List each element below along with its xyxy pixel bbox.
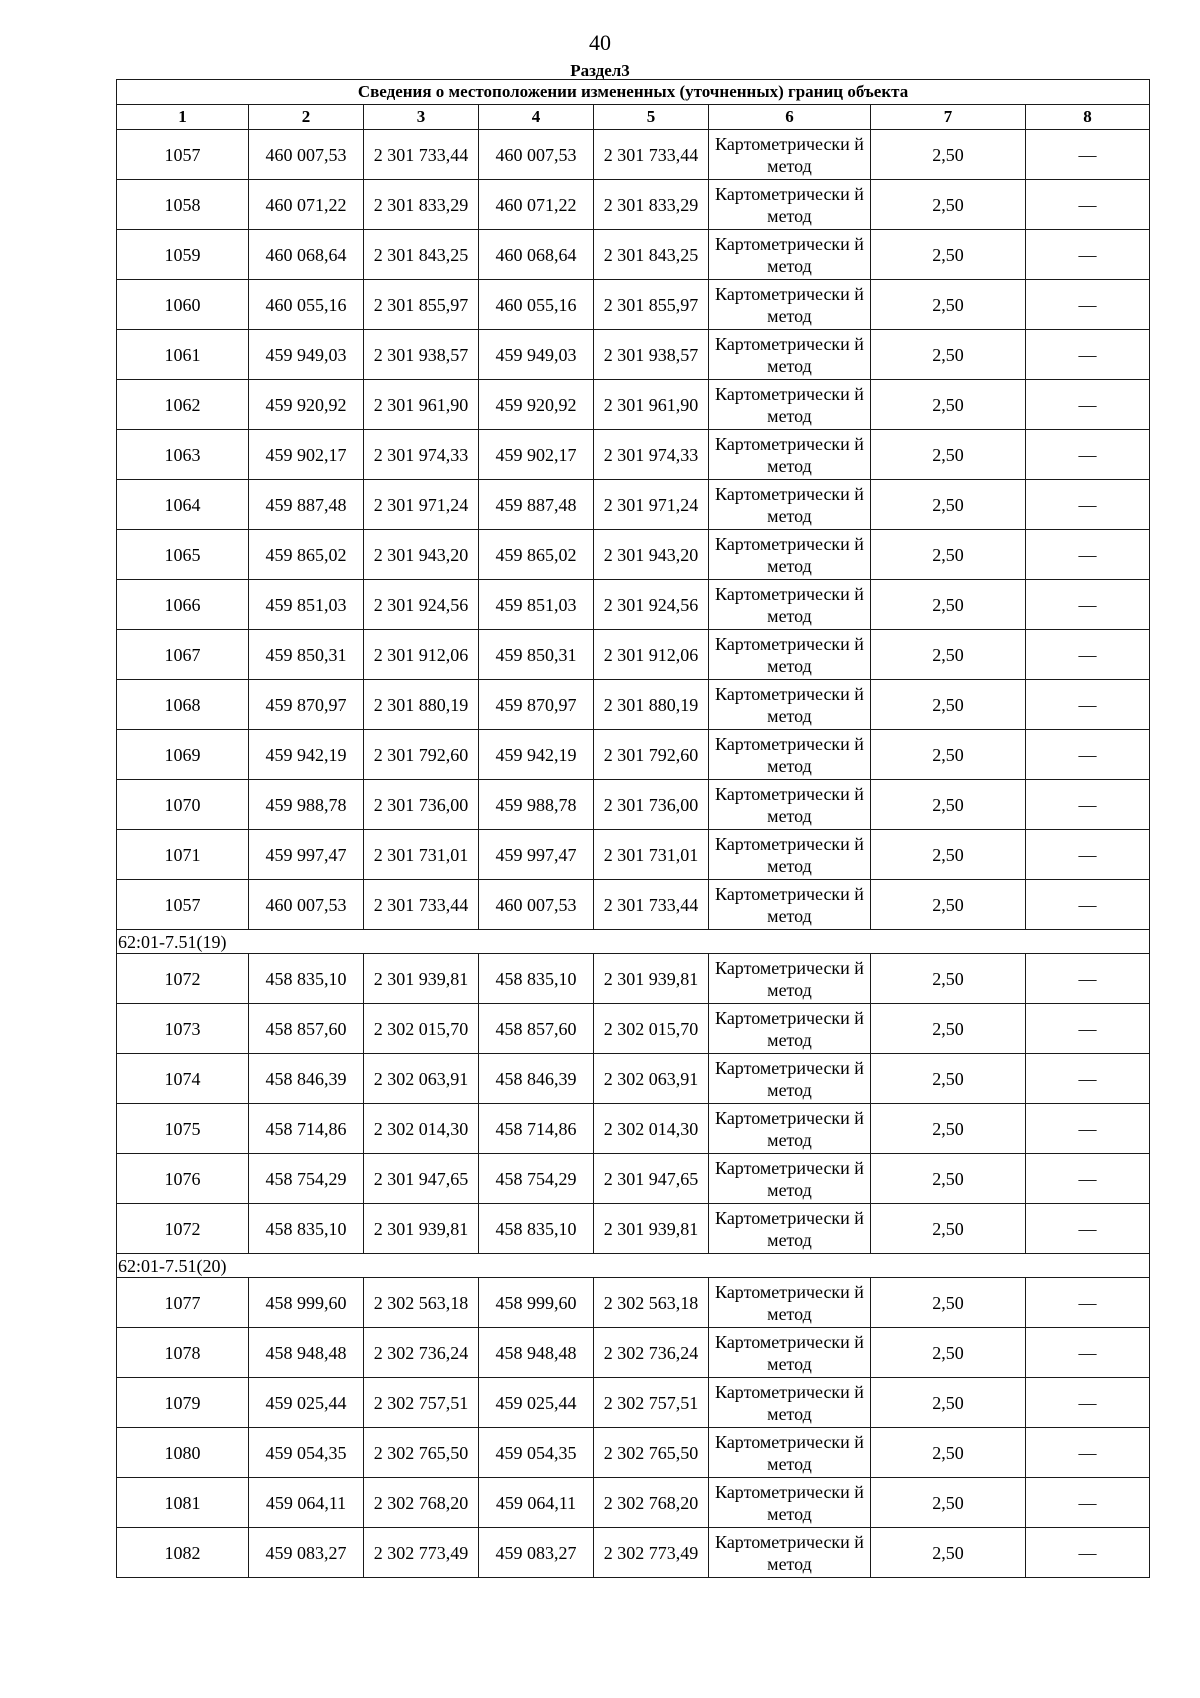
table-row	[117, 130, 1150, 180]
determination-method: Картометрически й метод	[709, 580, 871, 630]
page-number: 40	[589, 30, 611, 55]
y-coordinate: 2 301 939,81	[364, 1204, 479, 1254]
table-row	[117, 630, 1150, 680]
point-number: 1062	[117, 380, 249, 430]
column-number: 4	[479, 105, 594, 130]
table-row	[117, 830, 1150, 880]
note-cell: —	[1026, 680, 1150, 730]
x-coordinate: 459 083,27	[249, 1528, 364, 1578]
note-cell: —	[1026, 1004, 1150, 1054]
y-coordinate: 2 301 912,06	[594, 630, 709, 680]
note-cell: —	[1026, 1104, 1150, 1154]
note-cell: —	[1026, 1204, 1150, 1254]
table-row	[117, 1154, 1150, 1204]
accuracy-value: 2,50	[871, 1378, 1026, 1428]
y-coordinate: 2 302 757,51	[364, 1378, 479, 1428]
y-coordinate: 2 301 938,57	[594, 330, 709, 380]
x-coordinate: 459 025,44	[249, 1378, 364, 1428]
y-coordinate: 2 302 765,50	[594, 1428, 709, 1478]
table-row	[117, 280, 1150, 330]
y-coordinate: 2 302 765,50	[364, 1428, 479, 1478]
x-coordinate: 459 054,35	[249, 1428, 364, 1478]
point-number: 1064	[117, 480, 249, 530]
x-coordinate: 459 851,03	[479, 580, 594, 630]
note-cell: —	[1026, 230, 1150, 280]
note-cell: —	[1026, 430, 1150, 480]
determination-method: Картометрически й метод	[709, 780, 871, 830]
y-coordinate: 2 301 792,60	[594, 730, 709, 780]
determination-method: Картометрически й метод	[709, 130, 871, 180]
point-number: 1071	[117, 830, 249, 880]
determination-method: Картометрически й метод	[709, 430, 871, 480]
y-coordinate: 2 301 924,56	[594, 580, 709, 630]
y-coordinate: 2 301 974,33	[594, 430, 709, 480]
column-number: 1	[117, 105, 249, 130]
accuracy-value: 2,50	[871, 730, 1026, 780]
point-number: 1076	[117, 1154, 249, 1204]
point-number: 1058	[117, 180, 249, 230]
x-coordinate: 459 997,47	[249, 830, 364, 880]
accuracy-value: 2,50	[871, 954, 1026, 1004]
table-row	[117, 430, 1150, 480]
determination-method: Картометрически й метод	[709, 1378, 871, 1428]
x-coordinate: 458 714,86	[479, 1104, 594, 1154]
column-number: 2	[249, 105, 364, 130]
x-coordinate: 458 948,48	[479, 1328, 594, 1378]
accuracy-value: 2,50	[871, 380, 1026, 430]
parcel-group-row	[117, 1254, 1150, 1278]
table-row	[117, 780, 1150, 830]
point-number: 1067	[117, 630, 249, 680]
accuracy-value: 2,50	[871, 1478, 1026, 1528]
point-number: 1074	[117, 1054, 249, 1104]
x-coordinate: 460 055,16	[479, 280, 594, 330]
table-row	[117, 230, 1150, 280]
x-coordinate: 459 942,19	[479, 730, 594, 780]
x-coordinate: 459 920,92	[479, 380, 594, 430]
column-number: 8	[1026, 105, 1150, 130]
table-row	[117, 1278, 1150, 1328]
x-coordinate: 459 887,48	[249, 480, 364, 530]
determination-method: Картометрически й метод	[709, 480, 871, 530]
point-number: 1060	[117, 280, 249, 330]
note-cell: —	[1026, 380, 1150, 430]
accuracy-value: 2,50	[871, 1204, 1026, 1254]
y-coordinate: 2 302 015,70	[594, 1004, 709, 1054]
point-number: 1081	[117, 1478, 249, 1528]
table-row	[117, 1528, 1150, 1578]
y-coordinate: 2 301 961,90	[364, 380, 479, 430]
determination-method: Картометрически й метод	[709, 280, 871, 330]
x-coordinate: 459 870,97	[249, 680, 364, 730]
accuracy-value: 2,50	[871, 1054, 1026, 1104]
y-coordinate: 2 301 833,29	[364, 180, 479, 230]
x-coordinate: 460 007,53	[249, 880, 364, 930]
y-coordinate: 2 302 768,20	[594, 1478, 709, 1528]
note-cell: —	[1026, 530, 1150, 580]
accuracy-value: 2,50	[871, 1278, 1026, 1328]
determination-method: Картометрически й метод	[709, 530, 871, 580]
x-coordinate: 459 865,02	[479, 530, 594, 580]
y-coordinate: 2 301 843,25	[364, 230, 479, 280]
table-row	[117, 1104, 1150, 1154]
x-coordinate: 460 071,22	[249, 180, 364, 230]
y-coordinate: 2 302 768,20	[364, 1478, 479, 1528]
x-coordinate: 459 083,27	[479, 1528, 594, 1578]
x-coordinate: 459 025,44	[479, 1378, 594, 1428]
table-row	[117, 1478, 1150, 1528]
determination-method: Картометрически й метод	[709, 954, 871, 1004]
column-number: 3	[364, 105, 479, 130]
accuracy-value: 2,50	[871, 1004, 1026, 1054]
note-cell: —	[1026, 1528, 1150, 1578]
accuracy-value: 2,50	[871, 580, 1026, 630]
x-coordinate: 459 902,17	[249, 430, 364, 480]
note-cell: —	[1026, 580, 1150, 630]
determination-method: Картометрически й метод	[709, 1004, 871, 1054]
y-coordinate: 2 301 833,29	[594, 180, 709, 230]
y-coordinate: 2 301 736,00	[594, 780, 709, 830]
table-row	[117, 1204, 1150, 1254]
x-coordinate: 459 064,11	[249, 1478, 364, 1528]
table-row	[117, 954, 1150, 1004]
x-coordinate: 458 857,60	[479, 1004, 594, 1054]
x-coordinate: 459 064,11	[479, 1478, 594, 1528]
table-row	[117, 1004, 1150, 1054]
accuracy-value: 2,50	[871, 1328, 1026, 1378]
accuracy-value: 2,50	[871, 630, 1026, 680]
x-coordinate: 460 007,53	[249, 130, 364, 180]
x-coordinate: 458 835,10	[249, 1204, 364, 1254]
x-coordinate: 458 835,10	[479, 954, 594, 1004]
table-caption-row	[117, 80, 1150, 105]
y-coordinate: 2 302 736,24	[364, 1328, 479, 1378]
determination-method: Картометрически й метод	[709, 180, 871, 230]
x-coordinate: 458 999,60	[249, 1278, 364, 1328]
table-row	[117, 1428, 1150, 1478]
y-coordinate: 2 301 733,44	[364, 880, 479, 930]
point-number: 1080	[117, 1428, 249, 1478]
point-number: 1078	[117, 1328, 249, 1378]
determination-method: Картометрически й метод	[709, 730, 871, 780]
y-coordinate: 2 301 974,33	[364, 430, 479, 480]
y-coordinate: 2 301 924,56	[364, 580, 479, 630]
x-coordinate: 459 949,03	[479, 330, 594, 380]
point-number: 1063	[117, 430, 249, 480]
y-coordinate: 2 301 938,57	[364, 330, 479, 380]
column-number-row	[117, 105, 1150, 130]
y-coordinate: 2 302 757,51	[594, 1378, 709, 1428]
x-coordinate: 460 055,16	[249, 280, 364, 330]
note-cell: —	[1026, 1154, 1150, 1204]
y-coordinate: 2 301 939,81	[594, 954, 709, 1004]
x-coordinate: 459 997,47	[479, 830, 594, 880]
accuracy-value: 2,50	[871, 280, 1026, 330]
y-coordinate: 2 302 015,70	[364, 1004, 479, 1054]
note-cell: —	[1026, 1428, 1150, 1478]
determination-method: Картометрически й метод	[709, 680, 871, 730]
determination-method: Картометрически й метод	[709, 1278, 871, 1328]
y-coordinate: 2 301 939,81	[594, 1204, 709, 1254]
table-row	[117, 530, 1150, 580]
column-number: 6	[709, 105, 871, 130]
x-coordinate: 459 887,48	[479, 480, 594, 530]
accuracy-value: 2,50	[871, 1154, 1026, 1204]
table-row	[117, 680, 1150, 730]
y-coordinate: 2 301 855,97	[594, 280, 709, 330]
determination-method: Картометрически й метод	[709, 1428, 871, 1478]
y-coordinate: 2 301 733,44	[364, 130, 479, 180]
point-number: 1073	[117, 1004, 249, 1054]
accuracy-value: 2,50	[871, 780, 1026, 830]
note-cell: —	[1026, 1328, 1150, 1378]
y-coordinate: 2 301 912,06	[364, 630, 479, 680]
note-cell: —	[1026, 1478, 1150, 1528]
determination-method: Картометрически й метод	[709, 1528, 871, 1578]
x-coordinate: 458 835,10	[479, 1204, 594, 1254]
determination-method: Картометрически й метод	[709, 1104, 871, 1154]
table-row	[117, 380, 1150, 430]
accuracy-value: 2,50	[871, 130, 1026, 180]
note-cell: —	[1026, 780, 1150, 830]
y-coordinate: 2 302 773,49	[594, 1528, 709, 1578]
x-coordinate: 458 754,29	[249, 1154, 364, 1204]
x-coordinate: 459 870,97	[479, 680, 594, 730]
y-coordinate: 2 301 971,24	[594, 480, 709, 530]
x-coordinate: 458 999,60	[479, 1278, 594, 1328]
x-coordinate: 459 865,02	[249, 530, 364, 580]
y-coordinate: 2 302 063,91	[594, 1054, 709, 1104]
note-cell: —	[1026, 130, 1150, 180]
point-number: 1061	[117, 330, 249, 380]
y-coordinate: 2 302 063,91	[364, 1054, 479, 1104]
determination-method: Картометрически й метод	[709, 1054, 871, 1104]
table-row	[117, 730, 1150, 780]
y-coordinate: 2 301 971,24	[364, 480, 479, 530]
x-coordinate: 459 988,78	[249, 780, 364, 830]
y-coordinate: 2 301 792,60	[364, 730, 479, 780]
point-number: 1079	[117, 1378, 249, 1428]
accuracy-value: 2,50	[871, 230, 1026, 280]
accuracy-value: 2,50	[871, 680, 1026, 730]
determination-method: Картометрически й метод	[709, 630, 871, 680]
y-coordinate: 2 301 731,01	[364, 830, 479, 880]
point-number: 1066	[117, 580, 249, 630]
determination-method: Картометрически й метод	[709, 1328, 871, 1378]
column-number: 7	[871, 105, 1026, 130]
determination-method: Картометрически й метод	[709, 830, 871, 880]
note-cell: —	[1026, 180, 1150, 230]
column-number: 5	[594, 105, 709, 130]
parcel-group-label: 62:01-7.51(20)	[117, 1254, 1150, 1278]
x-coordinate: 458 948,48	[249, 1328, 364, 1378]
table-row	[117, 1054, 1150, 1104]
note-cell: —	[1026, 630, 1150, 680]
x-coordinate: 459 851,03	[249, 580, 364, 630]
point-number: 1057	[117, 880, 249, 930]
y-coordinate: 2 302 773,49	[364, 1528, 479, 1578]
boundary-coordinates-table	[116, 79, 1150, 1578]
determination-method: Картометрически й метод	[709, 230, 871, 280]
determination-method: Картометрически й метод	[709, 330, 871, 380]
y-coordinate: 2 301 736,00	[364, 780, 479, 830]
accuracy-value: 2,50	[871, 330, 1026, 380]
y-coordinate: 2 302 563,18	[364, 1278, 479, 1328]
y-coordinate: 2 301 880,19	[594, 680, 709, 730]
x-coordinate: 460 007,53	[479, 880, 594, 930]
y-coordinate: 2 302 014,30	[364, 1104, 479, 1154]
y-coordinate: 2 301 731,01	[594, 830, 709, 880]
accuracy-value: 2,50	[871, 430, 1026, 480]
point-number: 1057	[117, 130, 249, 180]
x-coordinate: 459 942,19	[249, 730, 364, 780]
note-cell: —	[1026, 1054, 1150, 1104]
accuracy-value: 2,50	[871, 1104, 1026, 1154]
y-coordinate: 2 301 843,25	[594, 230, 709, 280]
x-coordinate: 459 949,03	[249, 330, 364, 380]
point-number: 1077	[117, 1278, 249, 1328]
y-coordinate: 2 301 733,44	[594, 880, 709, 930]
determination-method: Картометрически й метод	[709, 1478, 871, 1528]
table-row	[117, 1328, 1150, 1378]
determination-method: Картометрически й метод	[709, 380, 871, 430]
x-coordinate: 459 850,31	[479, 630, 594, 680]
x-coordinate: 458 835,10	[249, 954, 364, 1004]
determination-method: Картометрически й метод	[709, 1204, 871, 1254]
x-coordinate: 459 902,17	[479, 430, 594, 480]
point-number: 1072	[117, 1204, 249, 1254]
x-coordinate: 460 068,64	[479, 230, 594, 280]
accuracy-value: 2,50	[871, 480, 1026, 530]
x-coordinate: 458 846,39	[479, 1054, 594, 1104]
point-number: 1082	[117, 1528, 249, 1578]
note-cell: —	[1026, 280, 1150, 330]
note-cell: —	[1026, 1378, 1150, 1428]
determination-method: Картометрически й метод	[709, 880, 871, 930]
point-number: 1072	[117, 954, 249, 1004]
x-coordinate: 460 071,22	[479, 180, 594, 230]
point-number: 1075	[117, 1104, 249, 1154]
y-coordinate: 2 301 943,20	[364, 530, 479, 580]
x-coordinate: 460 068,64	[249, 230, 364, 280]
accuracy-value: 2,50	[871, 880, 1026, 930]
parcel-group-label: 62:01-7.51(19)	[117, 930, 1150, 954]
accuracy-value: 2,50	[871, 530, 1026, 580]
point-number: 1069	[117, 730, 249, 780]
table-row	[117, 580, 1150, 630]
x-coordinate: 459 850,31	[249, 630, 364, 680]
x-coordinate: 459 920,92	[249, 380, 364, 430]
y-coordinate: 2 301 947,65	[594, 1154, 709, 1204]
note-cell: —	[1026, 480, 1150, 530]
note-cell: —	[1026, 1278, 1150, 1328]
y-coordinate: 2 301 880,19	[364, 680, 479, 730]
x-coordinate: 458 857,60	[249, 1004, 364, 1054]
x-coordinate: 459 988,78	[479, 780, 594, 830]
y-coordinate: 2 302 014,30	[594, 1104, 709, 1154]
x-coordinate: 458 754,29	[479, 1154, 594, 1204]
note-cell: —	[1026, 830, 1150, 880]
x-coordinate: 458 714,86	[249, 1104, 364, 1154]
point-number: 1068	[117, 680, 249, 730]
accuracy-value: 2,50	[871, 830, 1026, 880]
note-cell: —	[1026, 730, 1150, 780]
y-coordinate: 2 301 961,90	[594, 380, 709, 430]
y-coordinate: 2 302 563,18	[594, 1278, 709, 1328]
point-number: 1059	[117, 230, 249, 280]
point-number: 1070	[117, 780, 249, 830]
y-coordinate: 2 301 943,20	[594, 530, 709, 580]
note-cell: —	[1026, 880, 1150, 930]
note-cell: —	[1026, 954, 1150, 1004]
table-row	[117, 480, 1150, 530]
accuracy-value: 2,50	[871, 1428, 1026, 1478]
x-coordinate: 459 054,35	[479, 1428, 594, 1478]
table-row	[117, 1378, 1150, 1428]
y-coordinate: 2 301 733,44	[594, 130, 709, 180]
y-coordinate: 2 301 939,81	[364, 954, 479, 1004]
accuracy-value: 2,50	[871, 180, 1026, 230]
section-title: Раздел3	[570, 61, 630, 80]
table-row	[117, 330, 1150, 380]
y-coordinate: 2 301 947,65	[364, 1154, 479, 1204]
x-coordinate: 458 846,39	[249, 1054, 364, 1104]
determination-method: Картометрически й метод	[709, 1154, 871, 1204]
table-row	[117, 180, 1150, 230]
point-number: 1065	[117, 530, 249, 580]
table-body	[117, 80, 1150, 1578]
y-coordinate: 2 301 855,97	[364, 280, 479, 330]
table-row	[117, 880, 1150, 930]
accuracy-value: 2,50	[871, 1528, 1026, 1578]
y-coordinate: 2 302 736,24	[594, 1328, 709, 1378]
note-cell: —	[1026, 330, 1150, 380]
table-caption: Сведения о местоположении измененных (уточненных) границ объекта	[117, 80, 1150, 105]
parcel-group-row	[117, 930, 1150, 954]
x-coordinate: 460 007,53	[479, 130, 594, 180]
